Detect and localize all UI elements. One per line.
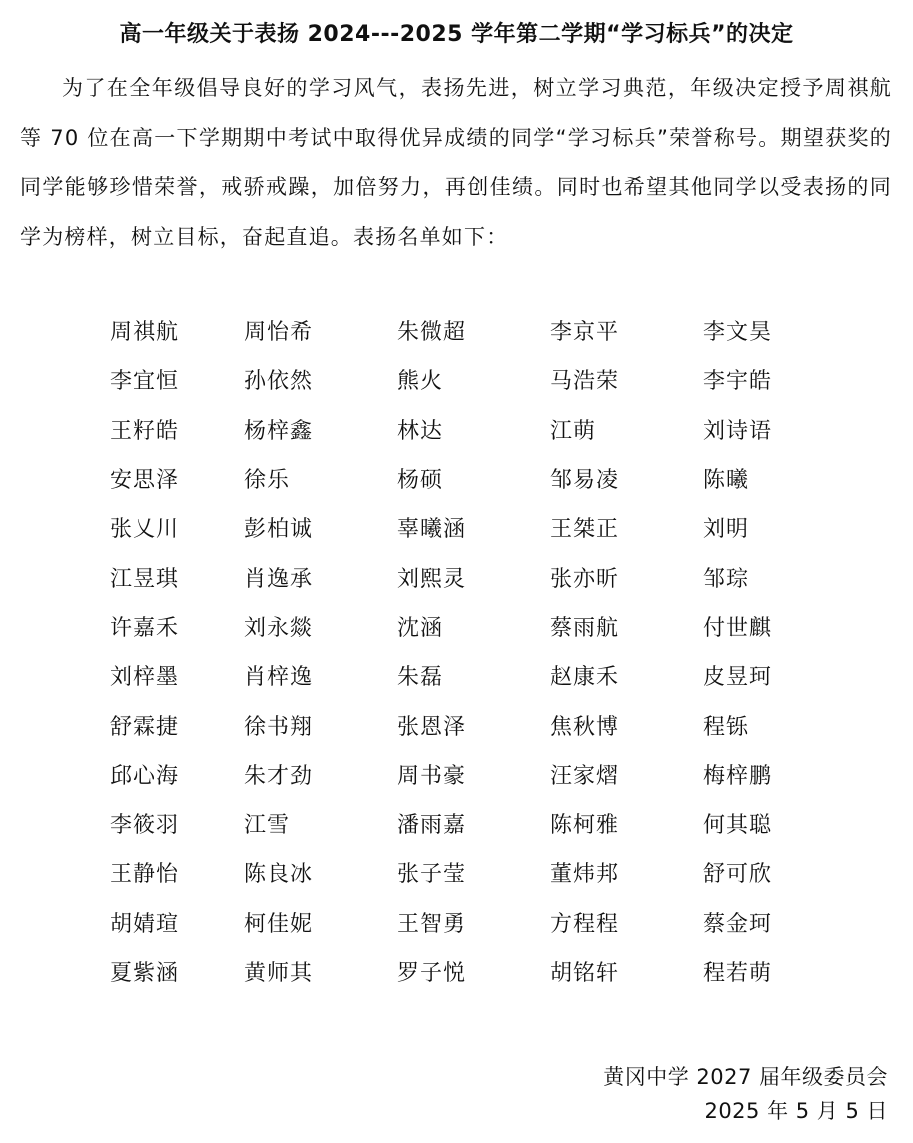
student-name: 朱才劲 (244, 763, 314, 789)
document-body: 为了在全年级倡导良好的学习风气，表扬先进，树立学习典范，年级决定授予周祺航等 70 位在高一下学期期中考试中取得优异成绩的同学“学习标兵”荣誉称号。期望获奖的同学能够珍惜荣誉，戒骄戒躁，加倍努力，再创佳绩。同时也希望其他同学以受表扬的同学为榜样，树立目标，奋起直追。表扬名单如下： (20, 76, 892, 249)
student-name: 程铄 (703, 714, 750, 740)
document-title: 高一年级关于表扬 2024---2025 学年第二学期“学习标兵”的决定 (119, 22, 794, 47)
student-name: 方程程 (550, 911, 620, 937)
student-name: 张恩泽 (397, 714, 467, 740)
student-name: 朱微超 (397, 320, 467, 346)
student-name: 柯佳妮 (244, 911, 314, 937)
student-name: 肖梓逸 (244, 665, 314, 691)
student-name: 张亦昕 (550, 566, 620, 592)
student-name: 刘明 (703, 517, 750, 543)
student-name: 夏紫涵 (110, 961, 180, 986)
student-name: 黄师其 (244, 961, 314, 986)
student-name: 江雪 (244, 813, 291, 839)
honor-name-list (110, 306, 850, 996)
student-name: 安思泽 (110, 468, 180, 494)
student-name: 刘诗语 (703, 418, 773, 444)
student-name: 邱心海 (110, 763, 180, 789)
student-name: 周祺航 (110, 320, 180, 346)
student-name: 付世麒 (703, 615, 773, 641)
student-name: 杨硕 (397, 468, 444, 494)
student-name: 江萌 (550, 418, 597, 444)
student-name: 汪家熠 (550, 763, 620, 789)
student-name: 熊火 (397, 369, 444, 395)
student-name: 邹琮 (703, 566, 750, 592)
student-name: 陈曦 (703, 468, 750, 494)
student-name: 周怡希 (244, 320, 314, 346)
student-name: 董炜邦 (550, 862, 620, 888)
student-name: 朱磊 (397, 665, 444, 691)
student-name: 舒霖捷 (110, 714, 180, 740)
student-name: 刘梓墨 (110, 665, 180, 691)
student-name: 刘永燚 (244, 615, 314, 641)
student-name: 王智勇 (397, 911, 467, 937)
student-name: 徐书翔 (244, 714, 314, 740)
student-name: 焦秋博 (550, 714, 620, 740)
student-name: 孙依然 (244, 369, 314, 395)
student-name: 程若萌 (703, 961, 773, 986)
student-name: 刘熙灵 (397, 566, 467, 592)
student-name: 赵康禾 (550, 665, 620, 691)
student-name: 李京平 (550, 320, 620, 346)
student-name: 徐乐 (244, 468, 291, 494)
student-name: 沈涵 (397, 615, 444, 641)
student-name: 皮昱珂 (703, 665, 773, 691)
student-name: 蔡雨航 (550, 615, 620, 641)
student-name: 陈柯雅 (550, 813, 620, 839)
student-name: 王籽皓 (110, 418, 180, 444)
student-name: 江昱琪 (110, 566, 180, 592)
student-name: 罗子悦 (397, 961, 467, 986)
student-name: 潘雨嘉 (397, 813, 467, 839)
student-name: 胡婧瑄 (110, 911, 180, 937)
student-name: 舒可欣 (703, 862, 773, 888)
student-name: 王桀正 (550, 517, 620, 543)
student-name: 肖逸承 (244, 566, 314, 592)
student-name: 胡铭轩 (550, 961, 620, 986)
signature-block (603, 1060, 888, 1128)
student-name: 李宜恒 (110, 369, 180, 395)
student-name: 彭柏诚 (244, 517, 314, 543)
student-name: 杨梓鑫 (244, 418, 314, 444)
student-name: 陈良冰 (244, 862, 314, 888)
student-name: 梅梓鹏 (703, 763, 773, 789)
student-name: 李文昊 (703, 320, 773, 346)
student-name: 何其聪 (703, 813, 773, 839)
student-name: 辜曦涵 (397, 517, 467, 543)
student-name: 张子莹 (397, 862, 467, 888)
signature-date: 2025 年 5 月 5 日 (704, 1099, 888, 1123)
signature-organization: 黄冈中学 2027 届年级委员会 (603, 1065, 888, 1089)
student-name: 李筱羽 (110, 813, 180, 839)
student-name: 马浩荣 (550, 369, 620, 395)
student-name: 林达 (397, 418, 444, 444)
student-name: 周书豪 (397, 763, 467, 789)
student-name: 蔡金珂 (703, 911, 773, 937)
student-name: 张乂川 (110, 517, 180, 543)
student-name: 李宇皓 (703, 369, 773, 395)
student-name: 王静怡 (110, 862, 180, 888)
student-name: 许嘉禾 (110, 615, 180, 641)
student-name: 邹易凌 (550, 468, 620, 494)
